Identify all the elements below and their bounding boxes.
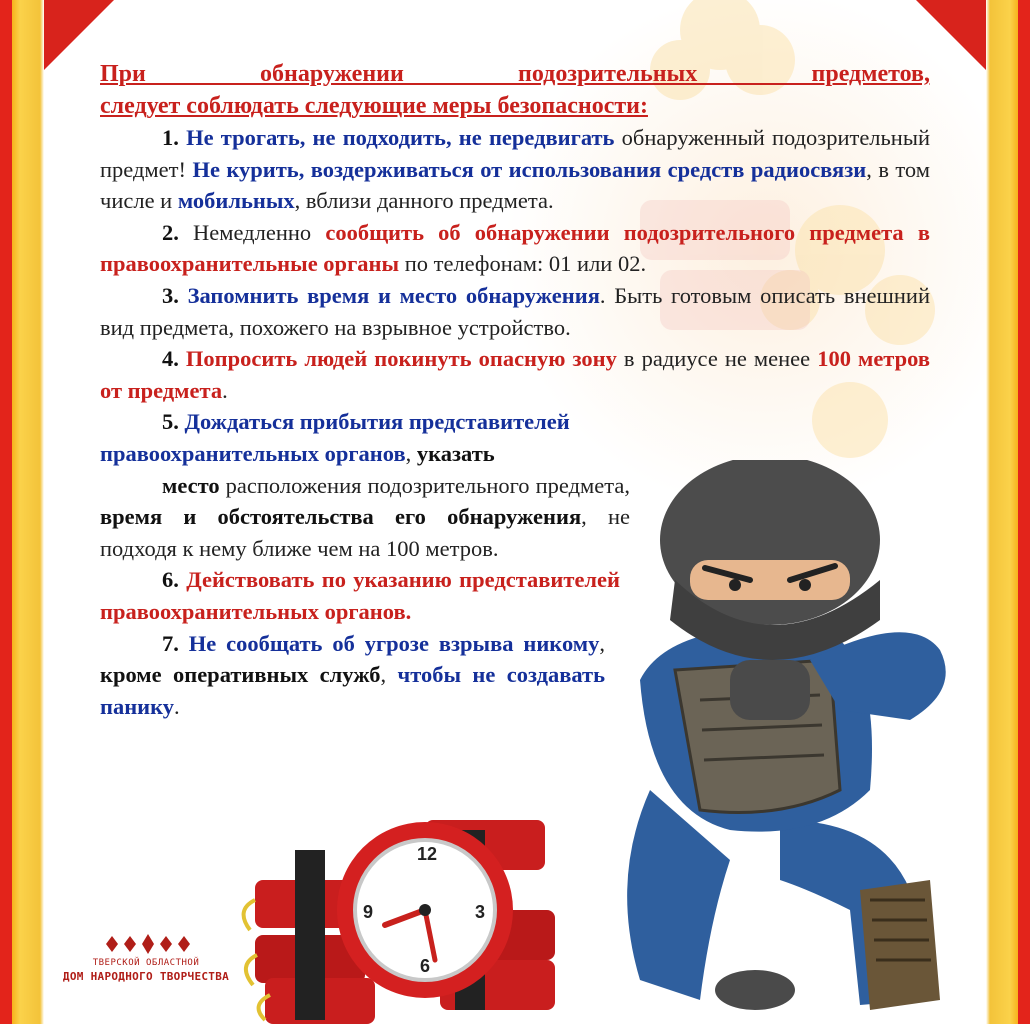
item-number: 4. (162, 346, 179, 372)
item-number: 2. (162, 219, 179, 245)
item-number: 3. (162, 282, 179, 308)
dynamite-bomb-icon (235, 810, 565, 1024)
svg-text:12: 12 (417, 844, 438, 864)
item-6: 6. Действовать по указанию представителей правоохранительных органов. (100, 567, 621, 624)
logo-line-1: ТВЕРСКОЙ ОБЛАСТНОЙ (92, 958, 200, 968)
item-number: 5. (162, 409, 179, 435)
heading-line-1: При обнаружении подозрительных предметов, (100, 61, 930, 87)
item-number: 6. (162, 567, 179, 593)
item-5: 5. Дождаться прибытия представителей правоохранительных органов, указать (100, 409, 570, 466)
svg-text:6: 6 (420, 956, 431, 976)
item-7: 7. Не сообщать об угрозе взрыва никому, кроме оперативных служб, чтобы не создавать панику. (100, 630, 606, 719)
item-3: 3. Запомнить время и место обнаружения. Быть готовым описать внешний вид предмета, похожего на взрывное устройство. (100, 282, 930, 340)
item-2: 2. Немедленно сообщить об обнаружении подозрительного предмета в правоохранительные органы по телефонам: 01 или 02. (100, 219, 930, 277)
svg-text:9: 9 (363, 902, 374, 922)
item-number: 7. (162, 630, 179, 656)
masked-figure-icon (580, 460, 980, 1024)
svg-text:3: 3 (475, 902, 486, 922)
logo (62, 896, 230, 1024)
heading-line-2: следует соблюдать следующие меры безопасности: (100, 93, 648, 119)
item-5-continued: место расположения подозрительного предмета, время и обстоятельства его обнаружения, не подходя к нему ближе чем на 100 метров. (100, 472, 630, 561)
item-number: 1. (162, 125, 179, 150)
item-1: 1. Не трогать, не подходить, не передвигать обнаруженный подозрительный предмет! Не курить, воздерживаться от использования средств радиосвязи, в том числе и мобильных, вблизи данного предмета. (100, 125, 930, 214)
item-4: 4. Попросить людей покинуть опасную зону в радиусе не менее 100 метров от предмета. (100, 346, 930, 403)
embroidery-pattern-icon (102, 932, 190, 956)
logo-line-2: ДОМ НАРОДНОГО ТВОРЧЕСТВА (62, 970, 230, 983)
